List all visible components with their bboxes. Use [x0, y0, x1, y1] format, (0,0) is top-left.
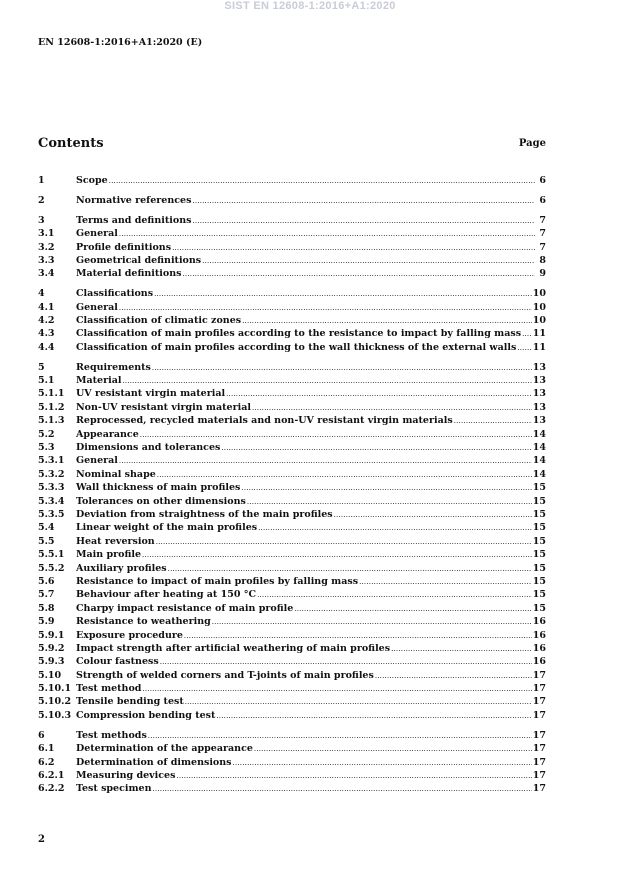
dot-leader [391, 643, 532, 656]
toc-entry[interactable] [38, 615, 546, 628]
toc-entry-title: Test method [76, 683, 142, 695]
toc-entry[interactable] [38, 327, 546, 340]
toc-entry-number: 5.3.1 [38, 455, 65, 467]
dot-leader [168, 563, 532, 576]
toc-entry[interactable] [38, 468, 546, 481]
toc-entry-title: Main profile [76, 549, 142, 561]
toc-entry-number: 5 [38, 361, 45, 373]
toc-entry[interactable] [38, 642, 546, 655]
toc-entry-page: 7 [539, 228, 546, 240]
toc-entry-number: 5.7 [38, 589, 55, 601]
dot-leader [226, 388, 532, 401]
toc-entry-title: Reprocessed, recycled materials and non-UV resistant virgin materials [76, 415, 453, 427]
toc-entry-number: 5.6 [38, 575, 55, 587]
toc-entry-title: General [76, 301, 118, 313]
toc-entry-number: 5.3.4 [38, 495, 65, 507]
toc-entry-page: 6 [539, 175, 546, 186]
toc-entry-number: 5.5.1 [38, 549, 65, 561]
toc-entry-number: 4.2 [38, 315, 55, 327]
toc-entry-title: Dimensions and tolerances [76, 442, 221, 454]
toc-entry[interactable] [38, 629, 546, 642]
toc-entry[interactable] [38, 241, 546, 254]
toc-entry-number: 5.5 [38, 535, 55, 547]
dot-leader [221, 442, 531, 455]
toc-entry-title: Compression bending test [76, 709, 216, 721]
toc-entry-title: Linear weight of the main profiles [76, 522, 258, 534]
toc-entry-page: 16 [532, 656, 546, 668]
dot-leader [156, 536, 532, 549]
toc-entry-page: 13 [532, 401, 546, 413]
toc-entry-title: General [76, 228, 118, 240]
toc-entry-number: 3 [38, 214, 45, 226]
toc-entry-number: 5.3.2 [38, 468, 65, 480]
toc-entry[interactable] [38, 267, 546, 280]
dot-leader [119, 455, 532, 468]
dot-leader [122, 375, 531, 388]
toc-entry-number: 5.3.3 [38, 482, 65, 494]
toc-entry-number: 5.2 [38, 428, 55, 440]
toc-entry-number: 3.2 [38, 241, 55, 253]
dot-leader [148, 730, 532, 743]
toc-entry-title: Resistance to weathering [76, 616, 211, 628]
toc-entry-page: 7 [539, 241, 546, 253]
toc-entry-page: 15 [532, 522, 546, 534]
toc-entry-number: 6.2.1 [38, 769, 65, 781]
toc-entry[interactable] [38, 194, 546, 207]
dot-leader [142, 683, 531, 696]
toc-entry[interactable] [38, 287, 546, 300]
toc-entry[interactable] [38, 669, 546, 682]
toc-entry-title: Tolerances on other dimensions [76, 495, 246, 507]
toc-entry[interactable] [38, 548, 546, 561]
toc-entry[interactable] [38, 742, 546, 755]
toc-entry-number: 5.9.3 [38, 656, 65, 668]
toc-entry-title: Profile definitions [76, 241, 172, 253]
dot-leader [184, 630, 532, 643]
toc-entry-title: Classification of climatic zones [76, 315, 242, 327]
dot-leader [192, 195, 535, 208]
toc-entry-page: 14 [532, 455, 546, 467]
toc-entry-number: 5.5.2 [38, 562, 65, 574]
toc-entry-page: 17 [532, 696, 546, 708]
toc-entry-number: 6.2 [38, 756, 55, 768]
toc-entry-page: 17 [532, 709, 546, 721]
toc-entry[interactable] [38, 227, 546, 240]
dot-leader [142, 549, 532, 562]
toc-entry-page: 15 [532, 602, 546, 614]
toc-entry-number: 5.10.2 [38, 696, 72, 708]
toc-entry[interactable] [38, 341, 546, 354]
toc-entry[interactable] [38, 374, 546, 387]
toc-entry-page: 15 [532, 535, 546, 547]
toc-entry[interactable] [38, 387, 546, 400]
toc-entry-page: 11 [532, 341, 546, 353]
toc-entry-title: Geometrical definitions [76, 254, 202, 266]
dot-leader [517, 342, 531, 355]
toc-entry-title: Classifications [76, 288, 154, 300]
toc-entry[interactable] [38, 481, 546, 494]
dot-leader [522, 328, 532, 341]
toc-entry-page: 10 [532, 315, 546, 327]
toc-entry-title: Heat reversion [76, 535, 155, 547]
toc-entry-number: 5.9 [38, 616, 55, 628]
toc-entry-number: 2 [38, 194, 45, 206]
dot-leader [216, 710, 531, 723]
toc-entry-page: 17 [532, 729, 546, 741]
dot-leader [176, 770, 531, 783]
toc-entry[interactable] [38, 454, 546, 467]
dot-leader [334, 509, 532, 522]
toc-entry-number: 5.4 [38, 522, 55, 534]
toc-entry[interactable] [38, 562, 546, 575]
toc-entry[interactable] [38, 535, 546, 548]
dot-leader [359, 576, 532, 589]
dot-leader [119, 302, 532, 315]
toc-entry-number: 1 [38, 175, 45, 186]
dot-leader [109, 175, 535, 188]
dot-leader [153, 783, 532, 796]
toc-entry[interactable] [38, 769, 546, 782]
toc-entry-page: 17 [532, 669, 546, 681]
toc-entry[interactable] [38, 401, 546, 414]
toc-entry-title: Tensile bending test [76, 696, 184, 708]
dot-leader [454, 415, 532, 428]
page-number: 2 [38, 834, 45, 845]
toc-entry-number: 5.1.1 [38, 388, 65, 400]
toc-entry-number: 5.9.1 [38, 629, 65, 641]
toc-entry-page: 16 [532, 616, 546, 628]
toc-entry[interactable] [38, 314, 546, 327]
toc-entry-page: 8 [539, 254, 546, 266]
toc-entry-title: Test specimen [76, 783, 152, 795]
watermark: SIST EN 12608-1:2016+A1:2020 [224, 0, 396, 12]
dot-leader [154, 288, 532, 301]
toc-entry-page: 16 [532, 629, 546, 641]
toc-entry-number: 5.10 [38, 669, 62, 681]
toc-entry-page: 7 [539, 214, 546, 226]
toc-entry[interactable] [38, 682, 546, 695]
toc-entry-number: 5.10.3 [38, 709, 72, 721]
dot-leader [119, 228, 535, 241]
toc-entry-title: Resistance to impact of main profiles by falling mass [76, 575, 359, 587]
toc-entry-page: 9 [539, 268, 546, 280]
toc-entry[interactable] [38, 602, 546, 615]
toc-entry-title: Material definitions [76, 268, 182, 280]
dot-leader [294, 603, 531, 616]
dot-leader [375, 670, 532, 683]
contents-title: Contents [38, 136, 104, 151]
dot-leader [257, 589, 532, 602]
toc-entry[interactable] [38, 301, 546, 314]
toc-entry-title: Impact strength after artificial weathering of main profiles [76, 642, 391, 654]
toc-entry[interactable] [38, 588, 546, 601]
toc-entry-number: 4.3 [38, 328, 55, 340]
toc-entry-number: 4.1 [38, 301, 55, 313]
toc-entry-title: Auxiliary profiles [76, 562, 167, 574]
toc-entry[interactable] [38, 495, 546, 508]
toc-entry-page: 15 [532, 549, 546, 561]
toc-entry-page: 15 [532, 508, 546, 520]
toc-entry-number: 5.1.2 [38, 401, 65, 413]
dot-leader [185, 696, 532, 709]
toc-entry-page: 14 [532, 428, 546, 440]
toc-entry-page: 10 [532, 288, 546, 300]
toc-entry-title: Deviation from straightness of the main profiles [76, 508, 333, 520]
toc-entry-page: 16 [532, 642, 546, 654]
dot-leader [258, 522, 532, 535]
toc-entry[interactable] [38, 214, 546, 227]
toc-entry[interactable] [38, 695, 546, 708]
dot-leader [192, 215, 535, 228]
toc-entry[interactable] [38, 508, 546, 521]
toc-entry-number: 5.9.2 [38, 642, 65, 654]
toc-entry-number: 5.8 [38, 602, 55, 614]
toc-entry-number: 6 [38, 729, 45, 741]
toc-entry-page: 15 [532, 482, 546, 494]
toc-entry-page: 13 [532, 388, 546, 400]
dot-leader [157, 469, 532, 482]
toc-entry[interactable] [38, 428, 546, 441]
toc-entry-page: 13 [532, 375, 546, 387]
toc-entry-title: Determination of dimensions [76, 756, 232, 768]
toc-entry[interactable] [38, 174, 546, 187]
table-of-contents [38, 174, 546, 796]
dot-leader [252, 402, 532, 415]
toc-entry-page: 6 [539, 194, 546, 206]
toc-entry-page: 17 [532, 683, 546, 695]
dot-leader [242, 315, 532, 328]
toc-entry-page: 13 [532, 361, 546, 373]
toc-entry[interactable] [38, 441, 546, 454]
toc-entry-title: UV resistant virgin material [76, 388, 226, 400]
toc-entry-page: 15 [532, 562, 546, 574]
toc-entry-title: Behaviour after heating at 150 °C [76, 589, 257, 601]
dot-leader [233, 757, 532, 770]
toc-entry-title: Test methods [76, 729, 147, 741]
toc-entry-title: Measuring devices [76, 769, 176, 781]
dot-leader [212, 616, 532, 629]
toc-entry-title: Nominal shape [76, 468, 156, 480]
toc-entry-number: 6.2.2 [38, 783, 65, 795]
dot-leader [241, 482, 531, 495]
toc-entry-page: 14 [532, 468, 546, 480]
page-column-label: Page [518, 138, 546, 149]
toc-entry[interactable] [38, 361, 546, 374]
toc-entry[interactable] [38, 709, 546, 722]
toc-entry-page: 17 [532, 783, 546, 795]
toc-entry-page: 15 [532, 495, 546, 507]
toc-entry-number: 5.1.3 [38, 415, 65, 427]
document-header: EN 12608-1:2016+A1:2020 (E) [38, 37, 203, 48]
dot-leader [183, 268, 536, 281]
toc-entry-title: Terms and definitions [76, 214, 192, 226]
toc-entry-title: Strength of welded corners and T-joints of main profiles [76, 669, 374, 681]
toc-entry-number: 5.10.1 [38, 683, 72, 695]
dot-leader [172, 242, 535, 255]
dot-leader [140, 429, 532, 442]
toc-entry-page: 15 [532, 575, 546, 587]
toc-entry-page: 10 [532, 301, 546, 313]
toc-entry[interactable] [38, 655, 546, 668]
toc-entry-number: 4 [38, 288, 45, 300]
toc-entry-title: Non-UV resistant virgin material [76, 401, 251, 413]
dot-leader [247, 496, 532, 509]
toc-entry[interactable] [38, 254, 546, 267]
toc-entry-page: 11 [532, 328, 546, 340]
toc-entry-title: Wall thickness of main profiles [76, 482, 241, 494]
toc-entry[interactable] [38, 756, 546, 769]
toc-entry[interactable] [38, 729, 546, 742]
toc-entry-title: Normative references [76, 194, 192, 206]
dot-leader [152, 362, 532, 375]
toc-entry-title: Exposure procedure [76, 629, 183, 641]
toc-entry-number: 3.3 [38, 254, 55, 266]
toc-entry-title: Determination of the appearance [76, 743, 253, 755]
dot-leader [202, 255, 535, 268]
toc-entry[interactable] [38, 414, 546, 427]
toc-entry-number: 3.1 [38, 228, 55, 240]
dot-leader [254, 743, 532, 756]
toc-entry-page: 17 [532, 743, 546, 755]
toc-entry-title: General [76, 455, 118, 467]
toc-entry-page: 15 [532, 589, 546, 601]
toc-entry-title: Requirements [76, 361, 151, 373]
toc-entry-page: 13 [532, 415, 546, 427]
toc-entry[interactable] [38, 521, 546, 534]
dot-leader [160, 656, 532, 669]
toc-entry[interactable] [38, 782, 546, 795]
toc-entry-number: 5.3 [38, 442, 55, 454]
toc-entry-title: Classification of main profiles according to the wall thickness of the external walls [76, 341, 517, 353]
toc-entry-page: 17 [532, 769, 546, 781]
toc-entry-number: 5.3.5 [38, 508, 65, 520]
toc-entry-number: 6.1 [38, 743, 55, 755]
toc-entry-title: Appearance [76, 428, 139, 440]
toc-entry-number: 4.4 [38, 341, 55, 353]
toc-entry-page: 14 [532, 442, 546, 454]
toc-entry-title: Charpy impact resistance of main profile [76, 602, 294, 614]
toc-entry-title: Colour fastness [76, 656, 159, 668]
toc-entry-title: Classification of main profiles according to the resistance to impact by falling mass [76, 328, 522, 340]
toc-entry[interactable] [38, 575, 546, 588]
toc-entry-number: 3.4 [38, 268, 55, 280]
toc-entry-number: 5.1 [38, 375, 55, 387]
toc-entry-title: Scope [76, 175, 108, 186]
toc-entry-page: 17 [532, 756, 546, 768]
toc-entry-title: Material [76, 375, 122, 387]
